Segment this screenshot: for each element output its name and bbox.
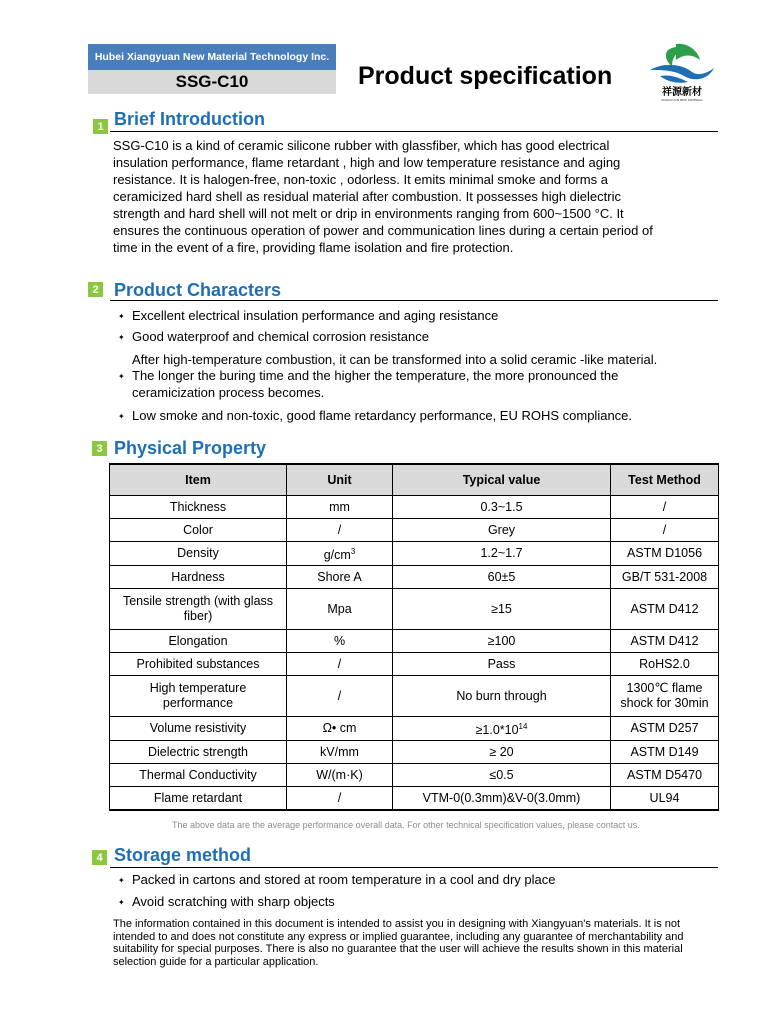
section-title-intro: Brief Introduction bbox=[114, 109, 265, 129]
intro-line: insulation performance, flame retardant , high and low temperature resistance and aging bbox=[113, 155, 621, 170]
bullet-icon: ✦ bbox=[118, 372, 125, 381]
characters-continuation-line: ceramicization process becomes. bbox=[132, 385, 325, 400]
section-title-storage: Storage method bbox=[114, 845, 252, 865]
table-cell: / bbox=[287, 787, 393, 811]
column-header: Unit bbox=[287, 464, 393, 496]
disclaimer-text: The information contained in this document is intended to assist you in designing with Xiangyuan's materials. It is not intended to and does not constitute any express or implied guarantee, including any guarantee of merchantability and suitability for special purposes. There is also no guarantee that the user will achieve the results shown in this material selection guide for a particular application. bbox=[113, 918, 684, 968]
value-text: ≥1.0*10 bbox=[475, 723, 519, 738]
table-row bbox=[110, 589, 719, 630]
table-cell: Thickness bbox=[110, 496, 287, 519]
logo-english-text: XIANGYUAN NEW MATERIAL bbox=[661, 98, 703, 102]
superscript: 3 bbox=[350, 546, 356, 556]
section-divider bbox=[110, 867, 718, 868]
table-row bbox=[110, 496, 719, 519]
bullet-icon: ✦ bbox=[118, 412, 125, 421]
table-cell: Prohibited substances bbox=[110, 653, 287, 676]
table-row bbox=[110, 741, 719, 764]
intro-paragraph bbox=[113, 137, 723, 256]
table-cell: 1300℃ flame shock for 30min bbox=[611, 676, 719, 717]
characters-extra-line: After high-temperature combustion, it can be transformed into a solid ceramic -like material. bbox=[132, 352, 658, 367]
page-title: Product specification bbox=[358, 62, 613, 90]
table-row bbox=[110, 787, 719, 811]
table-cell: Ω• cm bbox=[287, 717, 393, 741]
table-cell: 1.2~1.7 bbox=[393, 542, 611, 566]
section-number-4: 4 bbox=[92, 850, 107, 865]
table-cell: 60±5 bbox=[393, 566, 611, 589]
table-cell: mm bbox=[287, 496, 393, 519]
bullet-icon: ✦ bbox=[118, 312, 125, 321]
table-cell: ASTM D412 bbox=[611, 630, 719, 653]
section-title-physical: Physical Property bbox=[114, 438, 267, 458]
table-header-row bbox=[110, 464, 719, 496]
intro-line: ensures the continuous operation of power and communication lines during a certain period of bbox=[113, 223, 653, 238]
company-logo bbox=[646, 40, 718, 102]
table-cell: ≥100 bbox=[393, 630, 611, 653]
table-cell: / bbox=[287, 519, 393, 542]
table-row bbox=[110, 630, 719, 653]
table-cell: Density bbox=[110, 542, 287, 566]
company-name-banner: Hubei Xiangyuan New Material Technology Inc. bbox=[88, 44, 336, 70]
table-cell: Mpa bbox=[287, 589, 393, 630]
table-cell: / bbox=[611, 519, 719, 542]
section-divider bbox=[110, 300, 718, 301]
bullet-icon: ✦ bbox=[118, 898, 125, 907]
bullet-icon: ✦ bbox=[118, 333, 125, 342]
table-row bbox=[110, 653, 719, 676]
table-cell: / bbox=[611, 496, 719, 519]
table-cell: ≥ 20 bbox=[393, 741, 611, 764]
table-cell: Elongation bbox=[110, 630, 287, 653]
section-number-3: 3 bbox=[92, 441, 107, 456]
column-header: Typical value bbox=[393, 464, 611, 496]
table-cell: RoHS2.0 bbox=[611, 653, 719, 676]
table-cell: W/(m·K) bbox=[287, 764, 393, 787]
table-cell: Grey bbox=[393, 519, 611, 542]
table-cell: / bbox=[287, 653, 393, 676]
table-cell: / bbox=[287, 676, 393, 717]
physical-property-table bbox=[109, 463, 719, 811]
section-number-2: 2 bbox=[88, 282, 103, 297]
intro-line: ceramicized hard shell as residual material after combustion. It possesses high dielectric bbox=[113, 189, 621, 204]
table-cell: 0.3~1.5 bbox=[393, 496, 611, 519]
table-cell: ASTM D149 bbox=[611, 741, 719, 764]
logo-chinese-text: 祥源新材 bbox=[662, 87, 702, 98]
section-number-1: 1 bbox=[93, 119, 108, 134]
table-cell: ASTM D412 bbox=[611, 589, 719, 630]
table-cell: Dielectric strength bbox=[110, 741, 287, 764]
table-cell: ≤0.5 bbox=[393, 764, 611, 787]
table-cell: % bbox=[287, 630, 393, 653]
intro-line: time in the event of a fire, providing flame isolation and fire protection. bbox=[113, 240, 514, 255]
table-cell: ASTM D5470 bbox=[611, 764, 719, 787]
table-cell: Volume resistivity bbox=[110, 717, 287, 741]
table-row bbox=[110, 542, 719, 566]
unit-text: g/cm bbox=[323, 548, 351, 563]
table-cell: UL94 bbox=[611, 787, 719, 811]
intro-line: SSG-C10 is a kind of ceramic silicone rubber with glassfiber, which has good electrical bbox=[113, 138, 610, 153]
logo-mark-icon bbox=[646, 40, 718, 102]
table-cell: Tensile strength (with glass fiber) bbox=[110, 589, 287, 630]
table-cell: ASTM D1056 bbox=[611, 542, 719, 566]
table-cell: Hardness bbox=[110, 566, 287, 589]
table-row bbox=[110, 764, 719, 787]
table-cell: Shore A bbox=[287, 566, 393, 589]
intro-line: resistance. It is halogen-free, non-toxic , odorless. It emits minimal smoke and forms a bbox=[113, 172, 608, 187]
section-divider bbox=[110, 131, 718, 132]
table-cell: Thermal Conductivity bbox=[110, 764, 287, 787]
table-cell: VTM-0(0.3mm)&V-0(3.0mm) bbox=[393, 787, 611, 811]
intro-line: strength and hard shell will not melt or drip in environments ranging from 600~1500 °C. It bbox=[113, 206, 624, 221]
column-header: Item bbox=[110, 464, 287, 496]
table-cell: No burn through bbox=[393, 676, 611, 717]
product-code: SSG-C10 bbox=[88, 70, 336, 94]
column-header: Test Method bbox=[611, 464, 719, 496]
table-cell: ≥15 bbox=[393, 589, 611, 630]
table-cell: High temperature performance bbox=[110, 676, 287, 717]
table-row bbox=[110, 566, 719, 589]
table-cell: Pass bbox=[393, 653, 611, 676]
table-cell: Color bbox=[110, 519, 287, 542]
table-row bbox=[110, 717, 719, 741]
table-row bbox=[110, 676, 719, 717]
table-cell: ASTM D257 bbox=[611, 717, 719, 741]
table-cell bbox=[393, 717, 611, 741]
table-cell: kV/mm bbox=[287, 741, 393, 764]
table-cell: Flame retardant bbox=[110, 787, 287, 811]
table-row bbox=[110, 519, 719, 542]
table-cell bbox=[287, 542, 393, 566]
section-title-characters: Product Characters bbox=[114, 280, 282, 300]
bullet-icon: ✦ bbox=[118, 876, 125, 885]
superscript: 14 bbox=[518, 721, 528, 731]
table-cell: GB/T 531-2008 bbox=[611, 566, 719, 589]
table-footnote: The above data are the average performance overall data. For other technical specification values, please contact us. bbox=[172, 820, 640, 830]
